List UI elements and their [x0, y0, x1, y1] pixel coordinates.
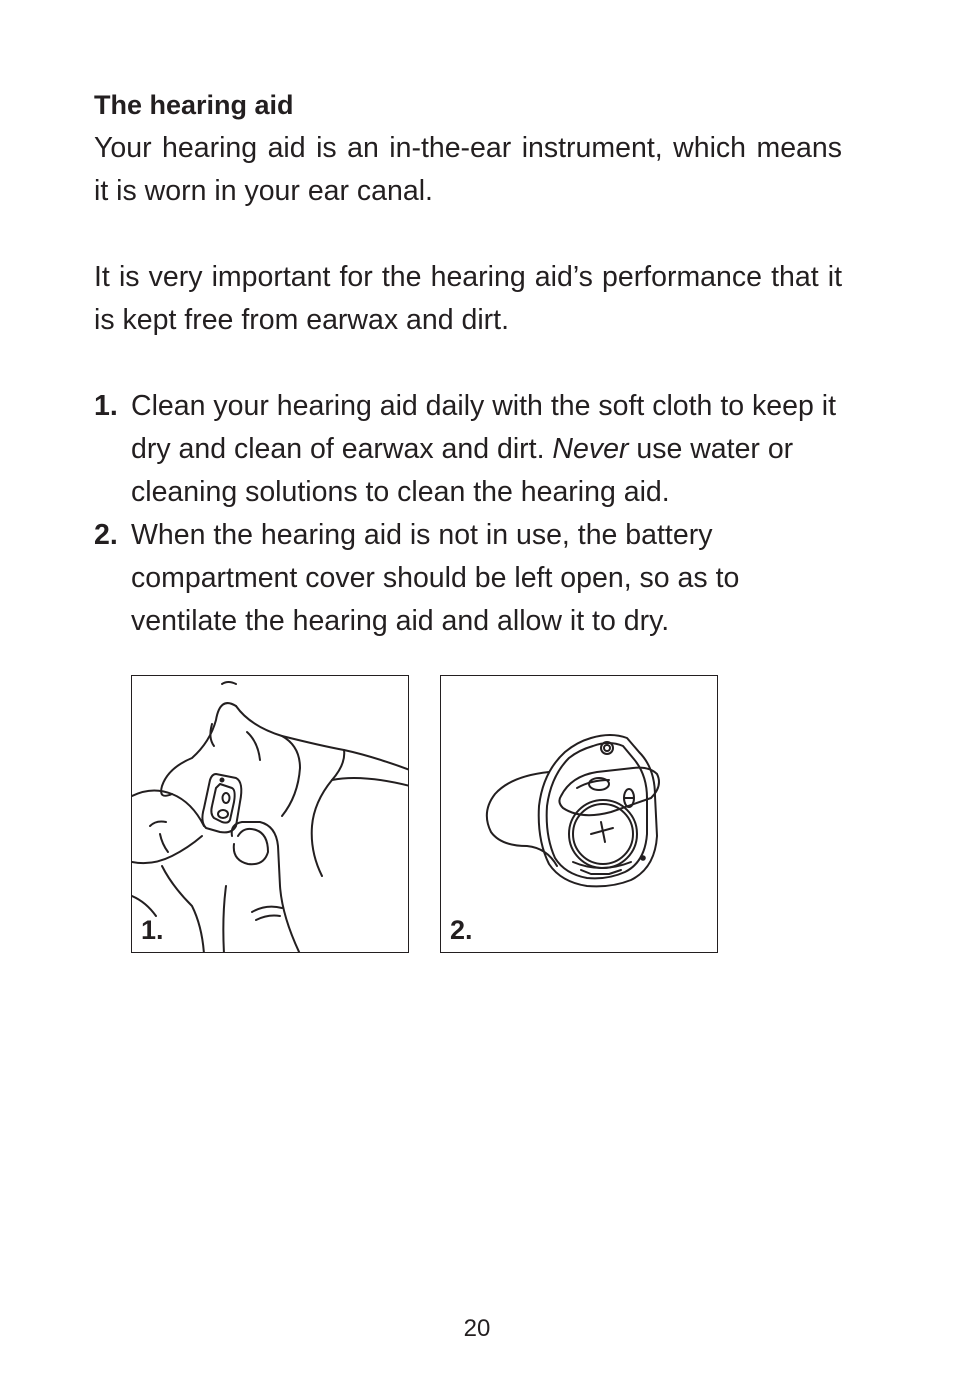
step-1-text-before: Clean your hearing aid daily with the soft cloth to keep it dry and clean of earwax and dirt. [131, 390, 836, 465]
figure-1-label: 1. [141, 915, 164, 945]
figure-1 [131, 675, 409, 953]
page-content [94, 84, 842, 643]
step-2-text: When the hearing aid is not in use, the battery compartment cover should be left open, so as to ventilate the hearing aid and allow it to dry. [131, 519, 740, 637]
step-1-text [131, 385, 842, 514]
step-2-number: 2. [94, 519, 118, 551]
hearing-aid-open-battery-icon [441, 676, 718, 953]
page-number: 20 [463, 1315, 491, 1342]
step-1-number: 1. [94, 390, 118, 422]
intro-paragraph: Your hearing aid is an in-the-ear instrument, which means it is worn in your ear canal. [94, 132, 842, 207]
importance-paragraph: It is very important for the hearing aid’s performance that it is kept free from earwax and dirt. [94, 261, 842, 336]
step-1 [94, 385, 842, 514]
step-1-emphasis: Never [552, 433, 629, 465]
figure-2 [440, 675, 718, 953]
section-heading: The hearing aid [94, 90, 294, 120]
steps-list [94, 385, 842, 643]
step-1-text-after: use water or cleaning solutions to clean the hearing aid. [131, 433, 794, 508]
step-2 [94, 514, 842, 643]
figure-2-label: 2. [450, 915, 473, 945]
hand-cleaning-hearing-aid-icon [132, 676, 409, 953]
